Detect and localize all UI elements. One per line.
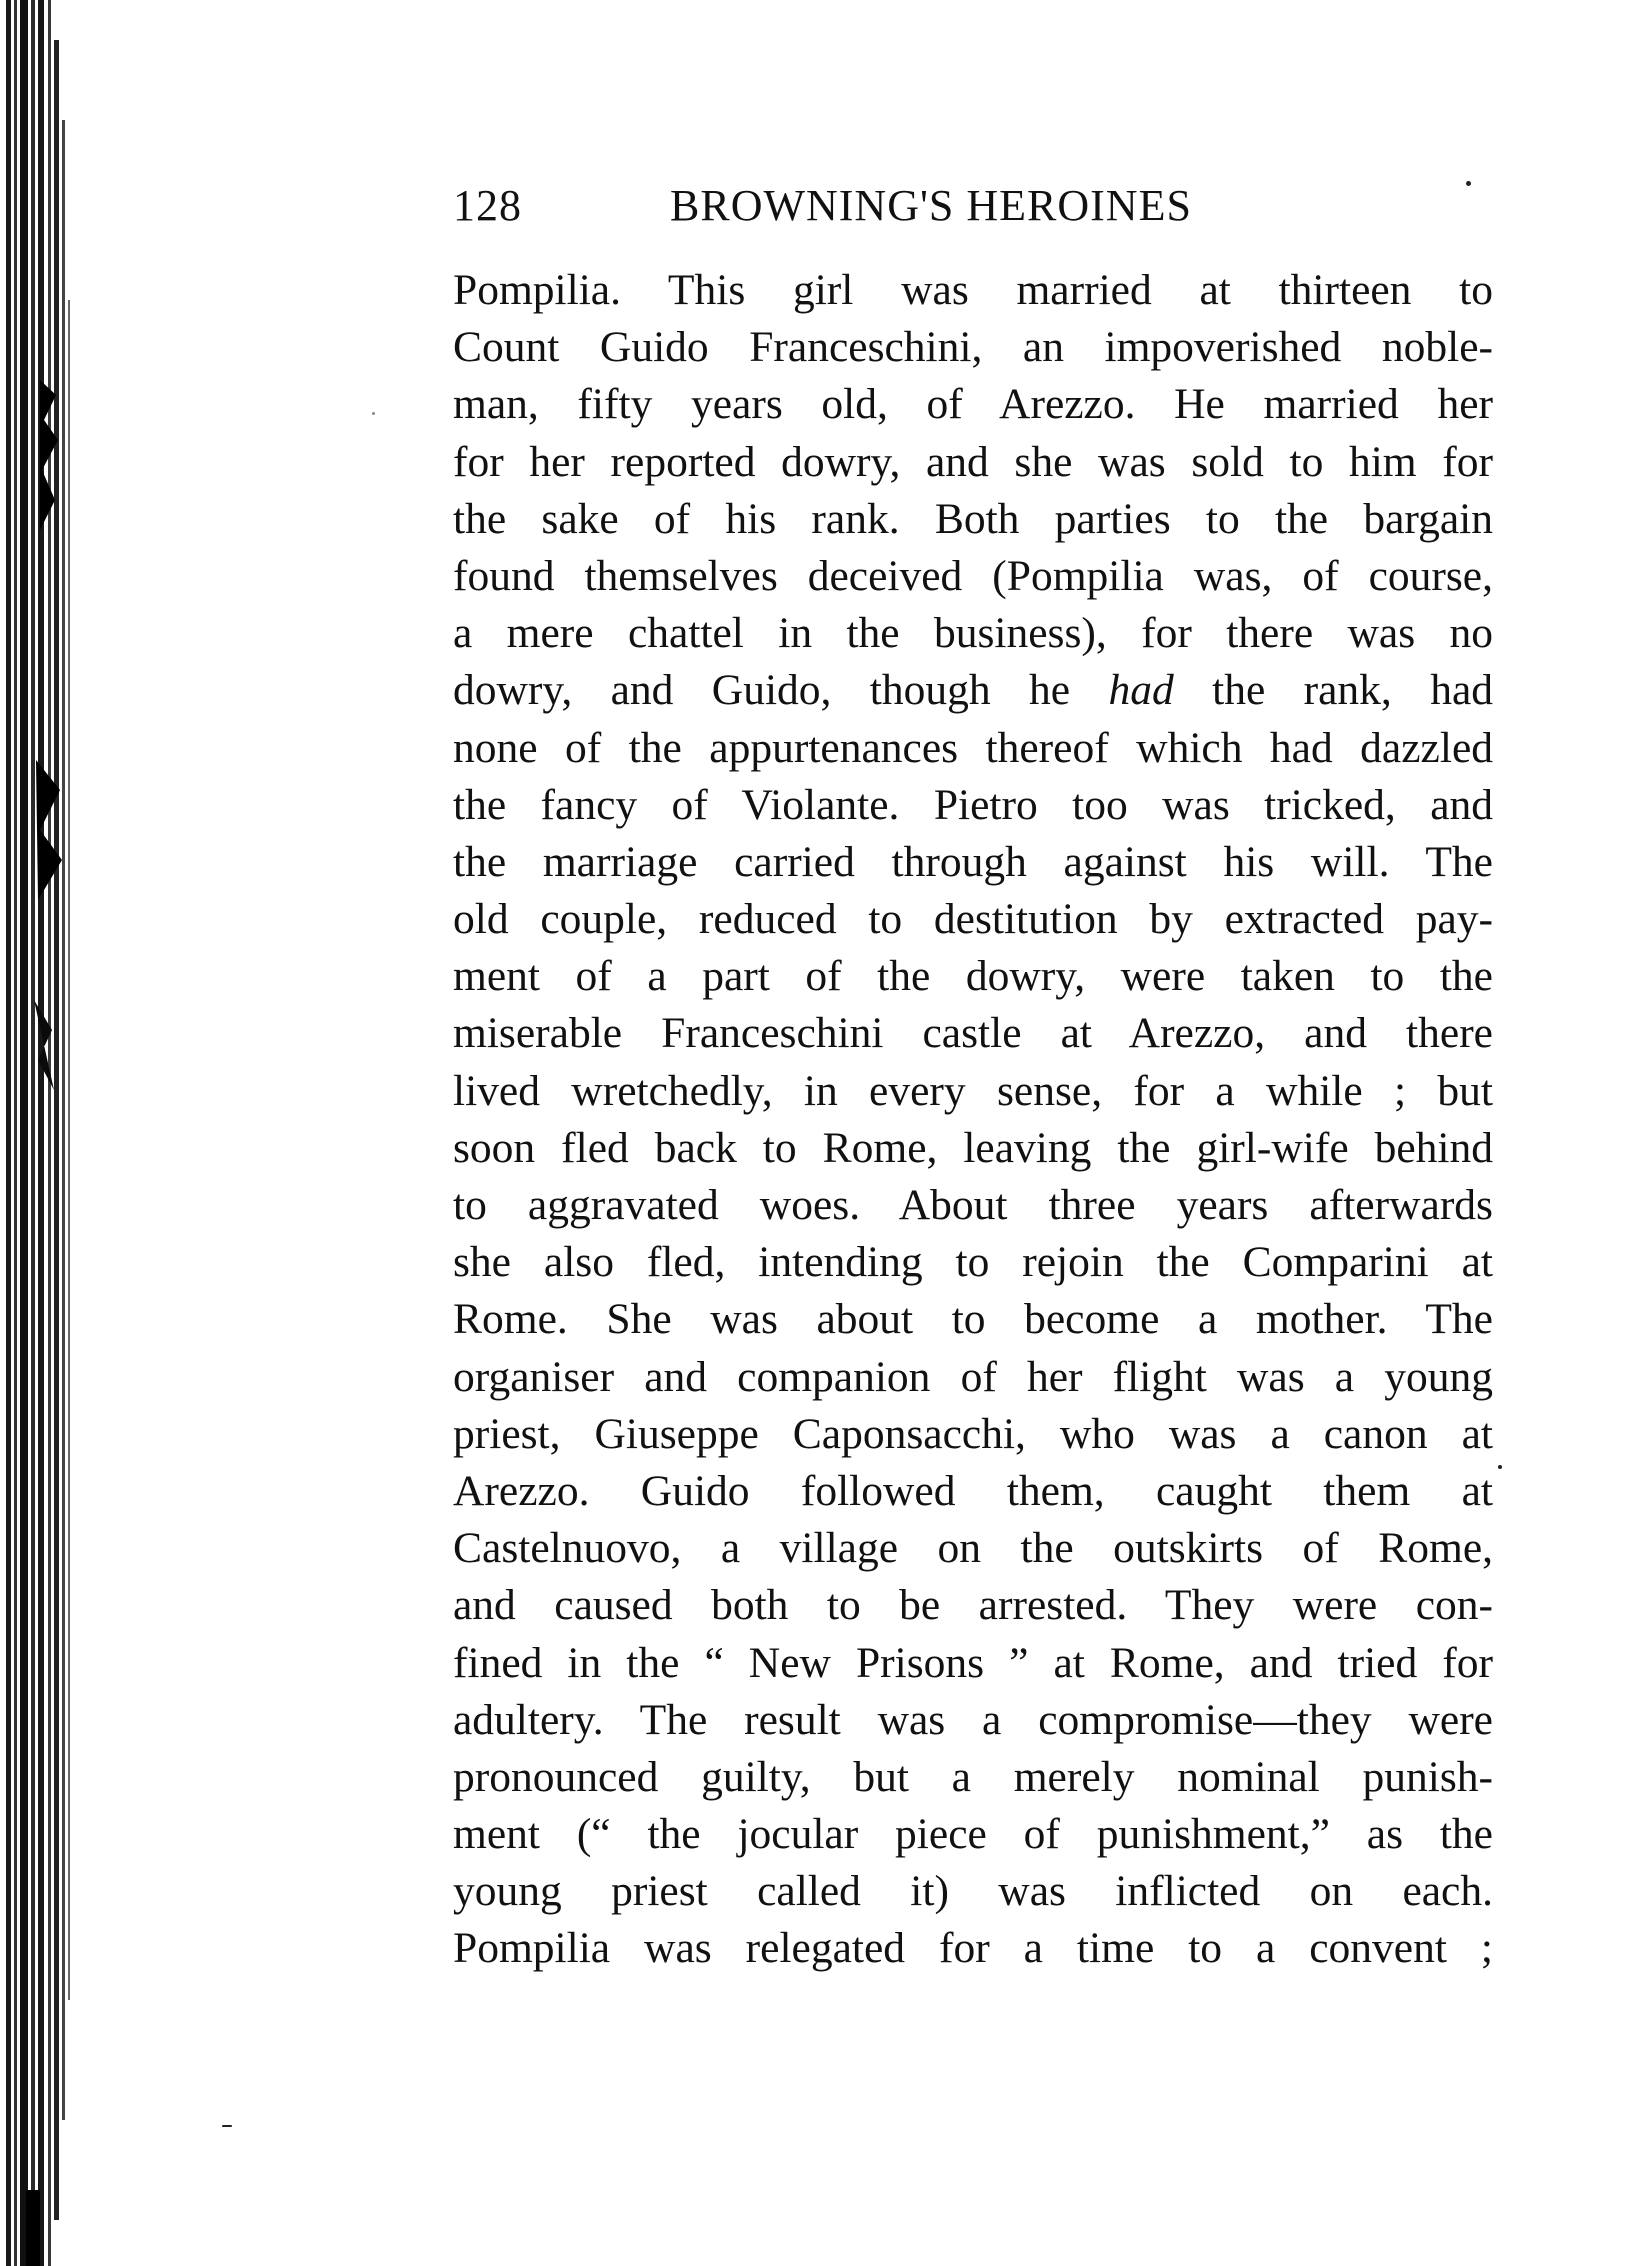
text-line-7: a mere chattel in the business), for there was no [453,609,1493,658]
text-line-18: she also fled, intending to rejoin the Comparini at [453,1238,1493,1287]
text-line-21: priest, Giuseppe Caponsacchi, who was a canon at [453,1409,1493,1458]
text-line-12: old couple, reduced to destitution by extracted pay- [453,895,1493,944]
text-line-23: Castelnuovo, a village on the outskirts of Rome, [453,1524,1493,1573]
body-text [453,262,1493,1978]
text-line-3: man, fifty years old, of Arezzo. He married her [453,380,1493,429]
text-line-27: pronounced guilty, but a merely nominal punish- [453,1752,1493,1801]
text-line-17: to aggravated woes. About three years afterwards [453,1181,1493,1229]
ink-speck [1498,1465,1502,1469]
binding-edge-scan-artifact [0,0,100,2266]
running-title: BROWNING'S HEROINES [670,181,1192,230]
text-line-30: Pompilia was relegated for a time to a convent ; [453,1924,1493,1973]
text-line-6: found themselves deceived (Pompilia was, of course, [453,551,1493,600]
page-number: 128 [453,181,522,230]
text-line-25: fined in the “ New Prisons ” at Rome, and tried for [453,1638,1493,1687]
text-line-26: adultery. The result was a compromise—they were [453,1695,1493,1744]
ink-speck [1466,181,1471,186]
text-line-8: dowry, and Guido, though he had the rank, had [453,666,1493,715]
text-line-10: the fancy of Violante. Pietro too was tricked, and [453,780,1493,829]
emphasized-word: had [1108,666,1174,715]
text-line-1: Pompilia. This girl was married at thirteen to [453,266,1493,314]
ink-speck [372,412,375,415]
ink-speck [222,2125,232,2127]
text-line-2: Count Guido Franceschini, an impoverished noble- [453,323,1493,372]
text-line-14: miserable Franceschini castle at Arezzo, and there [453,1009,1493,1058]
text-line-28: ment (“ the jocular piece of punishment,” as the [453,1810,1493,1859]
text-line-4: for her reported dowry, and she was sold to him for [453,437,1493,486]
text-line-13: ment of a part of the dowry, were taken to the [453,952,1493,1001]
text-line-15: lived wretchedly, in every sense, for a while ; but [453,1066,1493,1115]
running-head [453,176,1493,236]
text-line-11: the marriage carried through against his will. The [453,837,1493,886]
text-line-22: Arezzo. Guido followed them, caught them at [453,1466,1493,1515]
text-line-16: soon fled back to Rome, leaving the girl-wife behind [453,1123,1493,1172]
text-line-29: young priest called it) was inflicted on each. [453,1867,1493,1916]
text-line-24: and caused both to be arrested. They were con- [453,1581,1493,1630]
text-line-9: none of the appurtenances thereof which had dazzled [453,723,1493,772]
text-line-20: organiser and companion of her flight was a young [453,1352,1493,1401]
text-line-19: Rome. She was about to become a mother. The [453,1295,1493,1344]
text-line-5: the sake of his rank. Both parties to the bargain [453,494,1493,543]
